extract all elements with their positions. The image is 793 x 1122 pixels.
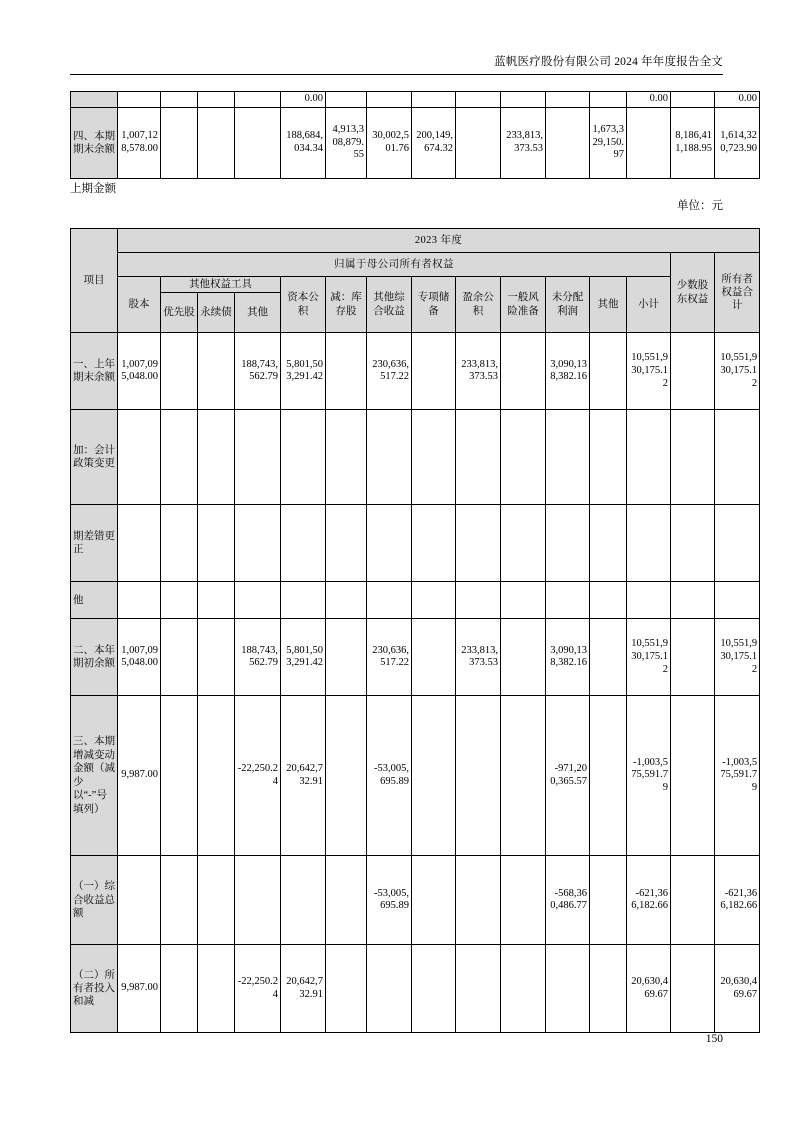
- cell: [456, 410, 501, 505]
- header-total-equity: 所有者权益合计: [715, 253, 760, 333]
- equity-changes-table-body: [71, 333, 760, 1033]
- cell: [161, 619, 198, 696]
- cell: [501, 619, 546, 696]
- cell: [235, 856, 281, 945]
- cell: [501, 410, 546, 505]
- cell: 1,007,095,048.00: [118, 619, 161, 696]
- header-undistributed-profit: 未分配利润: [546, 277, 590, 333]
- cell: 233,813,373.53: [456, 333, 501, 410]
- cell: [501, 92, 546, 108]
- cell: [161, 108, 198, 179]
- cell: [412, 619, 456, 696]
- cell: [671, 696, 715, 856]
- cell: -22,250.24: [235, 696, 281, 856]
- header-parent-equity: 归属于母公司所有者权益: [118, 253, 671, 277]
- cell: 4,913,308,879.55: [326, 108, 367, 179]
- header-subtotal: 小计: [627, 277, 671, 333]
- cell: [671, 619, 715, 696]
- cell: [412, 582, 456, 619]
- cell: [198, 619, 235, 696]
- table-header-period-row: [71, 229, 760, 253]
- cell: 5,801,503,291.42: [281, 619, 326, 696]
- cell: 20,630,469.67: [715, 945, 760, 1033]
- header-special-reserve: 专项储备: [412, 277, 456, 333]
- cell: [198, 333, 235, 410]
- cell: [671, 505, 715, 582]
- cell: 0.00: [627, 92, 671, 108]
- cell: [715, 505, 760, 582]
- cell: [456, 696, 501, 856]
- cell: 30,002,501.76: [367, 108, 412, 179]
- cell: [412, 92, 456, 108]
- row-label: （二）所有者投入和减: [71, 945, 118, 1033]
- header-other-tool: 其他: [235, 293, 281, 333]
- header-less-treasury-stock: 减：库存股: [326, 277, 367, 333]
- cell: [326, 505, 367, 582]
- cell: [161, 696, 198, 856]
- cell: [161, 333, 198, 410]
- cell: [198, 582, 235, 619]
- cell: [281, 582, 326, 619]
- cell: [118, 410, 161, 505]
- table-row: [71, 505, 760, 582]
- cell: [326, 92, 367, 108]
- header-capital-reserve: 资本公积: [281, 277, 326, 333]
- continuation-table-container: [70, 91, 760, 179]
- cell: [456, 856, 501, 945]
- cell: [590, 856, 627, 945]
- cell: [161, 410, 198, 505]
- cell: [590, 92, 627, 108]
- cell: [590, 945, 627, 1033]
- header-period: 2023 年度: [118, 229, 760, 253]
- cell: 8,186,411,188.95: [671, 108, 715, 179]
- cell: [326, 619, 367, 696]
- header-other-equity-tools: 其他权益工具: [161, 277, 281, 293]
- cell: [546, 92, 590, 108]
- cell: [326, 945, 367, 1033]
- previous-period-caption: 上期金额: [70, 183, 116, 195]
- cell: 9,987.00: [118, 696, 161, 856]
- cell: [501, 856, 546, 945]
- cell: [198, 856, 235, 945]
- cell: [546, 108, 590, 179]
- cell: 0.00: [281, 92, 326, 108]
- cell: [326, 856, 367, 945]
- cell: -53,005,695.89: [367, 696, 412, 856]
- cell: [326, 582, 367, 619]
- cell: 1,614,320,723.90: [715, 108, 760, 179]
- cell: -971,200,365.57: [546, 696, 590, 856]
- cell: [546, 945, 590, 1033]
- cell: [627, 410, 671, 505]
- cell: [715, 410, 760, 505]
- cell: [501, 505, 546, 582]
- cell: [326, 333, 367, 410]
- cell: [627, 582, 671, 619]
- cell: [412, 945, 456, 1033]
- cell: [367, 92, 412, 108]
- cell: [590, 505, 627, 582]
- cell: [161, 582, 198, 619]
- cell: [281, 856, 326, 945]
- page-running-header: 蓝帆医疗股份有限公司 2024 年年度报告全文: [70, 54, 723, 75]
- page-number: 150: [705, 1033, 723, 1045]
- cell: -621,366,182.66: [627, 856, 671, 945]
- cell: [546, 505, 590, 582]
- header-item: 项目: [71, 229, 118, 333]
- cell: [367, 410, 412, 505]
- table-row: [71, 619, 760, 696]
- cell: [590, 619, 627, 696]
- header-perpetual-bond: 永续债: [198, 293, 235, 333]
- cell: 188,743,562.79: [235, 333, 281, 410]
- header-general-risk-reserve: 一般风险准备: [501, 277, 546, 333]
- cell: [671, 92, 715, 108]
- cell: [412, 696, 456, 856]
- cell: [456, 582, 501, 619]
- table-row: [71, 333, 760, 410]
- cell: [671, 333, 715, 410]
- cell: [198, 92, 235, 108]
- cell: -1,003,575,591.79: [715, 696, 760, 856]
- cell: [546, 582, 590, 619]
- cell: 3,090,138,382.16: [546, 619, 590, 696]
- cell: 1,007,095,048.00: [118, 333, 161, 410]
- cell: [501, 945, 546, 1033]
- cell: [235, 505, 281, 582]
- cell: [412, 505, 456, 582]
- row-label: 一、上年期末余额: [71, 333, 118, 410]
- header-other: 其他: [590, 277, 627, 333]
- cell: 1,007,128,578.00: [118, 108, 161, 179]
- cell: [501, 582, 546, 619]
- cell: [671, 410, 715, 505]
- cell: 10,551,930,175.12: [715, 619, 760, 696]
- header-share-capital: 股本: [118, 277, 161, 333]
- table-row: [71, 696, 760, 856]
- cell: [590, 410, 627, 505]
- cell: -22,250.24: [235, 945, 281, 1033]
- row-label: 他: [71, 582, 118, 619]
- cell: [161, 92, 198, 108]
- cell: [367, 945, 412, 1033]
- cell: 1,673,329,150.97: [590, 108, 627, 179]
- cell: [627, 108, 671, 179]
- cell: -568,360,486.77: [546, 856, 590, 945]
- table-header-group-row: [71, 277, 760, 293]
- cell: [627, 505, 671, 582]
- cell: [198, 410, 235, 505]
- cell: 188,684,034.34: [281, 108, 326, 179]
- cell: [198, 696, 235, 856]
- cell: [281, 410, 326, 505]
- cell: [161, 505, 198, 582]
- table-row: [71, 92, 760, 108]
- header-preferred-stock: 优先股: [161, 293, 198, 333]
- cell: [326, 410, 367, 505]
- cell: [412, 410, 456, 505]
- cell: [671, 856, 715, 945]
- cell: [456, 92, 501, 108]
- table-row: [71, 945, 760, 1033]
- table-row: [71, 108, 760, 179]
- cell: 188,743,562.79: [235, 619, 281, 696]
- cell: 200,149,674.32: [412, 108, 456, 179]
- cell: [590, 333, 627, 410]
- cell: -621,366,182.66: [715, 856, 760, 945]
- cell: [456, 108, 501, 179]
- table-row: [71, 410, 760, 505]
- header-other-comprehensive-income: 其他综合收益: [367, 277, 412, 333]
- cell: [456, 505, 501, 582]
- cell: [456, 945, 501, 1033]
- table-row: [71, 856, 760, 945]
- cell: 230,636,517.22: [367, 619, 412, 696]
- cell: [161, 945, 198, 1033]
- cell: 10,551,930,175.12: [627, 619, 671, 696]
- cell: 20,642,732.91: [281, 696, 326, 856]
- cell: [412, 856, 456, 945]
- cell: [367, 505, 412, 582]
- cell: 10,551,930,175.12: [627, 333, 671, 410]
- cell: [118, 582, 161, 619]
- cell: [715, 582, 760, 619]
- cell: [326, 696, 367, 856]
- table-header-parent-equity-row: [71, 253, 760, 277]
- header-minority-interest: 少数股东权益: [671, 253, 715, 333]
- cell: [367, 582, 412, 619]
- cell: [118, 92, 161, 108]
- cell: [198, 945, 235, 1033]
- equity-changes-table: [70, 228, 760, 1033]
- cell: [546, 410, 590, 505]
- row-label: 期差错更正: [71, 505, 118, 582]
- row-label: 二、本年期初余额: [71, 619, 118, 696]
- cell: 20,630,469.67: [627, 945, 671, 1033]
- cell: 233,813,373.53: [501, 108, 546, 179]
- row-label-closing-balance: 四、本期期末余额: [71, 108, 118, 179]
- cell: 5,801,503,291.42: [281, 333, 326, 410]
- cell: [198, 108, 235, 179]
- row-label: （一）综合收益总额: [71, 856, 118, 945]
- cell: [590, 696, 627, 856]
- header-surplus-reserve: 盈余公积: [456, 277, 501, 333]
- cell: 3,090,138,382.16: [546, 333, 590, 410]
- cell: 230,636,517.22: [367, 333, 412, 410]
- equity-changes-table-container: [70, 228, 760, 1033]
- cell: [501, 696, 546, 856]
- cell: 10,551,930,175.12: [715, 333, 760, 410]
- row-label: [71, 92, 118, 108]
- cell: [118, 505, 161, 582]
- cell: [501, 333, 546, 410]
- table-row: [71, 582, 760, 619]
- cell: [235, 582, 281, 619]
- cell: 0.00: [715, 92, 760, 108]
- cell: 233,813,373.53: [456, 619, 501, 696]
- cell: [198, 505, 235, 582]
- cell: [235, 410, 281, 505]
- cell: [412, 333, 456, 410]
- row-label: 加：会计政策变更: [71, 410, 118, 505]
- cell: 20,642,732.91: [281, 945, 326, 1033]
- cell: [590, 582, 627, 619]
- cell: [281, 505, 326, 582]
- cell: [235, 108, 281, 179]
- cell: -1,003,575,591.79: [627, 696, 671, 856]
- cell: [161, 856, 198, 945]
- row-label: 三、本期增减变动金额（减少以“-”号填列）: [71, 696, 118, 856]
- cell: [671, 582, 715, 619]
- unit-caption: 单位：元: [677, 200, 723, 212]
- cell: [118, 856, 161, 945]
- continuation-table: [70, 91, 760, 179]
- cell: [671, 945, 715, 1033]
- cell: [235, 92, 281, 108]
- cell: -53,005,695.89: [367, 856, 412, 945]
- cell: 9,987.00: [118, 945, 161, 1033]
